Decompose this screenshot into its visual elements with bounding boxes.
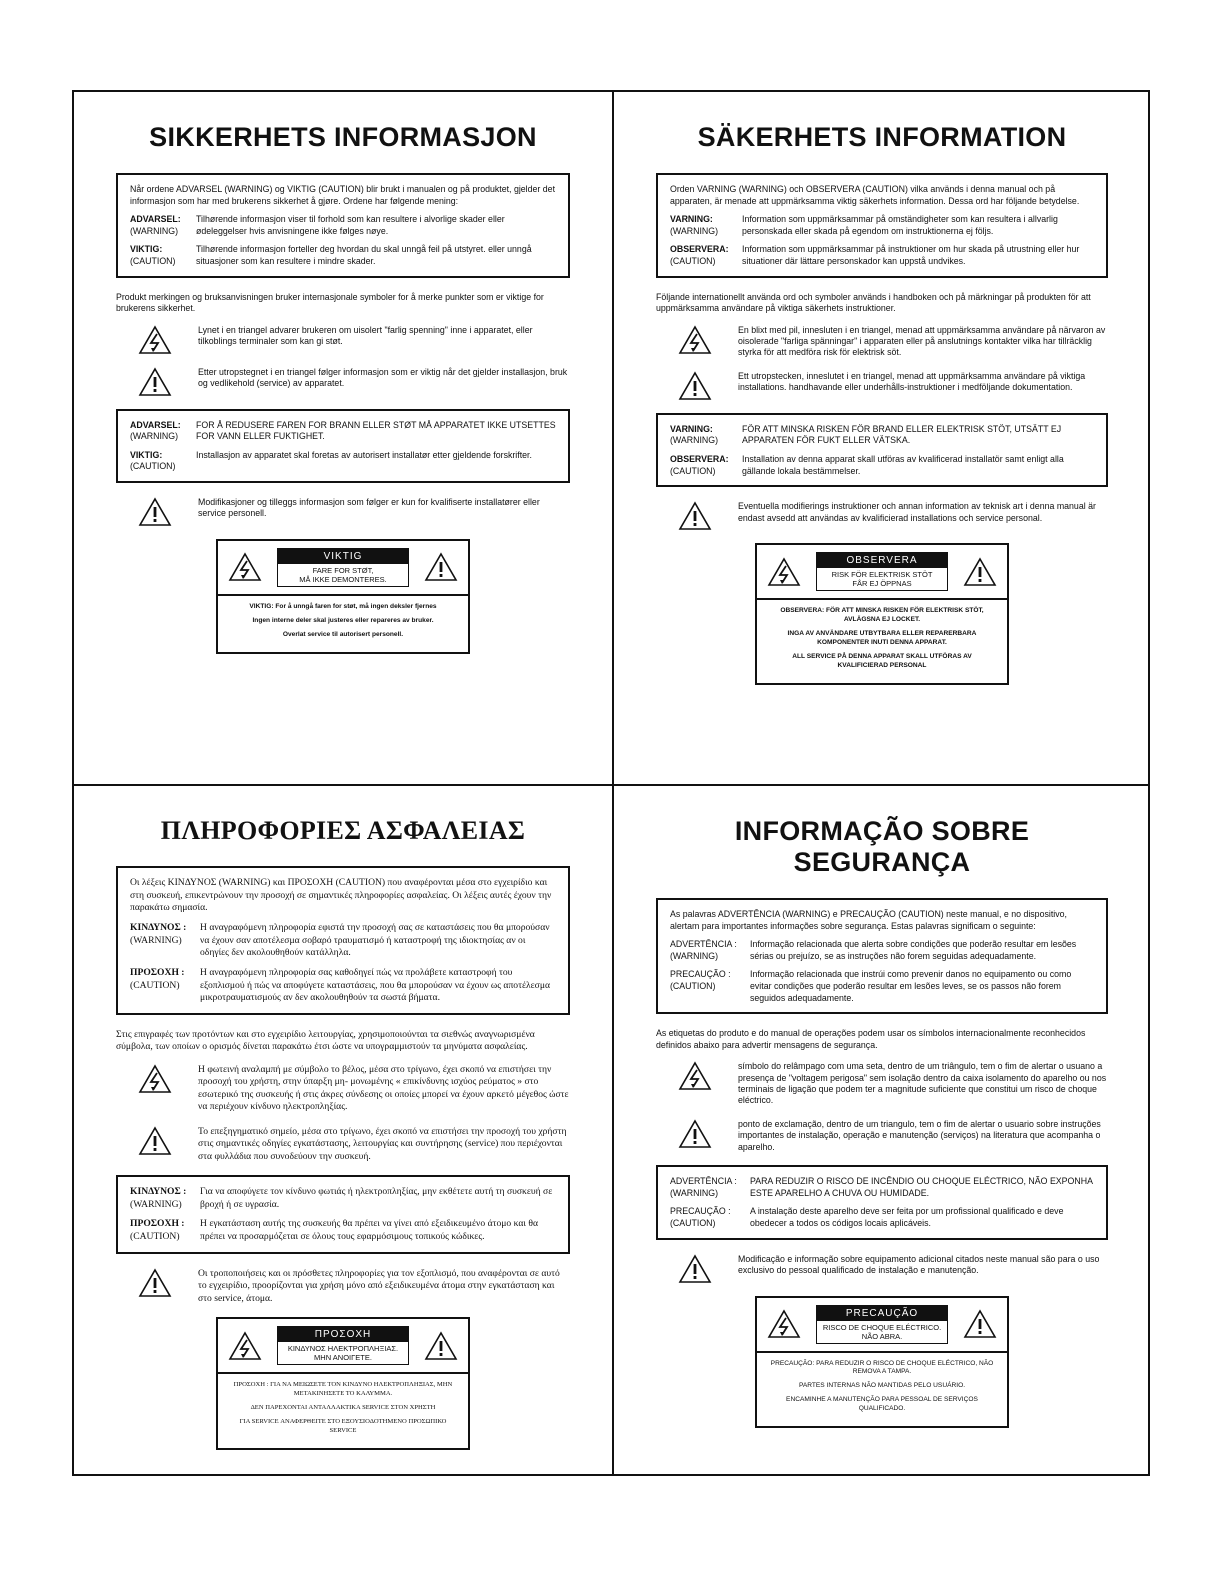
section-title: SIKKERHETS INFORMASJON: [149, 122, 537, 152]
symbol-exclamation-2: [678, 1254, 1108, 1284]
term-sub: (WARNING): [130, 1198, 182, 1210]
symbol-text: Ett utropstecken, inneslutet i en triangel, menad att uppmärksamma användare på viktiga installations. handhavande eller underhålls-instruktioner i medföljande dokumentation.: [738, 370, 1086, 393]
term-label: OBSERVERA:: [670, 453, 729, 464]
definition-text: Informação relacionada que instrúi como prevenir danos no equipamento ou como evitar condições que poderão resultar em lesões leves, se os passos não forem seguidos adequadamente.: [750, 969, 1072, 1003]
section-swedish: [614, 92, 1150, 784]
caution-text: A instalação deste aparelho deve ser feita por um profissional qualificado e deve obedecer a todos os códigos locais aplicáveis.: [750, 1206, 1064, 1228]
exclamation-triangle-icon: [963, 557, 997, 587]
definition-text: Informação relacionada que alerta sobre condições que poderão resultar em lesões sérias ou prejuízo, se as instruções não forem seguidas adequadamente.: [750, 939, 1077, 961]
symbol-text: Το επεξηγηματικό σημείο, μέσα στο τρίγωνο, έχει σκοπό να επιστήσει την προσοχή του χρήστη στις σημαντικές οδηγίες εγκατάστασης, λειτουργίας και συντήρησης (service) που περιέχονται στα φυλλάδια που συνοδεύουν την συσκευή.: [198, 1125, 567, 1162]
definition-warning: [130, 214, 556, 237]
term-sub: (CAUTION): [130, 256, 176, 267]
symbol-exclamation: [138, 367, 570, 397]
label-line-1: VIKTIG: For å unngå faren for støt, må ingen deksler fjernes: [249, 602, 437, 610]
label-line-1: PRECAUÇÃO: PARA REDUZIR O RISCO DE CHOQUE ELÉCTRICO, NÃO REMOVA A TAMPA.: [770, 1359, 994, 1376]
symbol-text: Lynet i en triangel advarer brukeren om uisolert "farlig spenning" inne i apparatet, eller tilkoblings terminaler som kan gi støt.: [198, 324, 533, 346]
term-sub: (CAUTION): [670, 981, 716, 992]
term-label: ΠΡΟΣΟΧΗ :: [130, 1218, 185, 1230]
label-heading: ΠΡΟΣΟΧΗ: [278, 1327, 408, 1342]
section-title: SÄKERHETS INFORMATION: [697, 122, 1067, 152]
term-sub: (WARNING): [130, 431, 179, 442]
lightning-triangle-icon: [678, 325, 712, 355]
definitions-box: [116, 866, 570, 1015]
term-label: ΚΙΝΔΥΝΟΣ :: [130, 921, 187, 933]
warning-text: Για να αποφύγετε τον κίνδυνο φωτιάς ή ηλεκτροπληξίας, μην εκθέτετε αυτή τη συσκευή σε βροχή ή σε υγρασία.: [200, 1186, 553, 1210]
term-sub: (WARNING): [670, 950, 719, 961]
term-sub: (CAUTION): [130, 1231, 180, 1243]
definition-text: Tilhørende informasjon viser til forhold som kan resultere i alvorlige skader eller ødeleggelser hvis anvisningene ikke følges nøye.: [196, 214, 505, 236]
label-heading: PRECAUÇÃO: [817, 1306, 947, 1321]
label-sub-2: FÅR EJ ÖPPNAS: [852, 579, 912, 589]
section-title: INFORMAÇÃO SOBRE SEGURANÇA: [734, 816, 1030, 877]
exclamation-triangle-icon: [138, 1268, 172, 1298]
exclamation-triangle-icon: [963, 1309, 997, 1339]
definitions-box: [656, 173, 1108, 278]
term-label: ΠΡΟΣΟΧΗ :: [130, 966, 185, 978]
term-label: ADVERTÊNCIA :: [670, 939, 737, 950]
label-sub-2: ΜΗΝ ΑΝΟΙΓΕΤΕ.: [314, 1353, 372, 1363]
label-line-3: ENCAMINHE A MANUTENÇÃO PARA PESSOAL DE SERVIÇOS QUALIFICADO.: [786, 1396, 978, 1413]
caution-label: [755, 543, 1009, 684]
term-sub: (CAUTION): [130, 979, 180, 991]
intro-text: As palavras ADVERTÊNCIA (WARNING) e PRECAUÇÃO (CAUTION) neste manual, e no dispositivo, alertam para importantes informações sobre segurança. Estas palavras significam o seguinte:: [670, 909, 1067, 931]
label-line-3: ALL SERVICE PÅ DENNA APPARAT SKALL UTFÖRAS AV KVALIFICIERAD PERSONAL: [792, 652, 972, 669]
section-norwegian: [74, 92, 612, 784]
warning-box: [656, 413, 1108, 487]
label-line-2: Ingen interne deler skal justeres eller repareres av bruker.: [252, 616, 434, 624]
symbol-text: Etter utropstegnet i en triangel følger informasjon som er viktig når det gjelder installasjon, bruk og vedlikehold (service) av apparatet.: [198, 366, 568, 388]
exclamation-triangle-icon: [424, 1331, 458, 1361]
symbol-text: Οι τροποποιήσεις και οι πρόσθετες πληροφορίες για τον εξοπλισμό, που αναφέρονται σε αυτό το εγχειρίδιο, προορίζονται για χρήση μόνο από εξειδικευμένα άτομα στην εγκατάσταση και στο service, άτομα.: [198, 1267, 560, 1304]
warning-box: [116, 1175, 570, 1254]
term-label: VARNING:: [670, 423, 713, 434]
label-line-2: PARTES INTERNAS NÃO MANTIDAS PELO USUÁRIO.: [798, 1382, 966, 1390]
label-sub-1: RISK FÖR ELEKTRISK STÖT: [831, 570, 933, 580]
symbols-intro: Följande internationellt använda ord och symboler används i handboken och på märkningar på produkten för att uppmärksamma användare på viktiga säkerhets instruktioner.: [656, 291, 1091, 314]
term-label: ADVERTÊNCIA :: [670, 1176, 737, 1187]
symbols-intro: Στις επιγραφές των προτόντων και στο εγχειρίδιο λειτουργίας, χρησιμοποιούνται τα σιεθνώς αναγνωρισμένα σύμβολα, των οποίων ο ορισμός δίνεται παρακάτω έτσι ώστε να υπογραμμιστούν τα μηνύματα ασφαλείας.: [116, 1028, 535, 1053]
definition-text: Information som uppmärksammar på omständigheter som kan resultera i allvarlig personskada eller skada på egendom om instruktionerna ej följs.: [742, 214, 1058, 236]
caution-text: Installasjon av apparatet skal foretas av autorisert installatør etter gjeldende forskrifter.: [196, 449, 532, 460]
term-label: VARNING:: [670, 214, 713, 225]
definitions-box: [656, 898, 1108, 1014]
definition-text: Η αναγραφόμενη πληροφορία εφιστά την προσοχή σας σε καταστάσεις που θα μπορούσαν να έχουν σαν αποτέλεσμα σοβαρό τραυματισμό ή καταστροφή της ιδιοκτησίας αν οι οδηγίες δεν ακολουθηθούν κατάλληλα.: [200, 921, 550, 959]
caution-text: Installation av denna apparat skall utföras av kvalificerad installatör samt enligt alla gällande lokala bestämmelser.: [742, 453, 1064, 476]
caution-text: Η εγκατάσταση αυτής της συσκευής θα πρέπει να γίνει από εξειδικευμένο άτομο και θα πρέπει να προσαρμόζεται σε όλους τους εφαρμόσιμους τοπικούς κώδικες.: [200, 1218, 538, 1243]
caution-label: [216, 539, 470, 654]
symbol-exclamation: [678, 371, 1108, 401]
exclamation-triangle-icon: [678, 501, 712, 531]
label-line-1: ΠΡΟΣΟΧΗ : ΓΙΑ ΝΑ ΜΕΙΩΣΕΤΕ ΤΟΝ ΚΙΝΔΥΝΟ ΗΛΕΚΤΡΟΠΛΗΞΙΑΣ, ΜΗΝ ΜΕΤΑΚΙΝΗΣΕΤΕ ΤΟ ΚΑΛΥΜΜΑ.: [233, 1381, 453, 1398]
symbol-text: ponto de exclamação, dentro de um triangulo, tem o fim de alertar o usuario sobre instruções importantes de instalação, operação e manutenção (serviços) na literatura que acompanha o aparelho.: [738, 1118, 1101, 1152]
symbol-text: Modificação e informação sobre equipamento adicional citados neste manual são para o uso exclusivo do pessoal qualificado de instalação e manutenção.: [738, 1253, 1100, 1275]
exclamation-triangle-icon: [138, 367, 172, 397]
exclamation-triangle-icon: [424, 552, 458, 582]
symbols-intro: As etiquetas do produto e do manual de operações podem usar os símbolos internacionalmente reconhecidos definidos abaixo para advertir mensagens de segurança.: [656, 1028, 1086, 1050]
term-label: ADVARSEL:: [130, 419, 181, 430]
symbol-lightning: [678, 325, 1108, 359]
definition-caution: [130, 244, 556, 267]
definition-text: Η αναγραφόμενη πληροφορία σας καθοδηγεί πώς να προλάβετε καταστροφή του εξοπλισμού ή πώς να αποφύγετε καταστάσεις, που θα μπορούσαν να έχουν ως αποτέλεσμα μικροτραυματισμούς αν δεν ακολουθηθούν τα σωστά βήματα.: [200, 966, 550, 1004]
label-line-3: ΓΙΑ SERVICE ΑΝΑΦΕΡΘΕΙΤΕ ΣΤΟ ΕΞΟΥΣΙΟΔΟΤΗΜΕΝΟ ΠΡΟΣΩΠΙΚΟ SERVICE: [239, 1417, 447, 1434]
caution-label: [216, 1317, 470, 1449]
label-sub-1: RISCO DE CHOQUE ELÉCTRICO.: [822, 1322, 942, 1332]
term-label: ΚΙΝΔΥΝΟΣ :: [130, 1186, 187, 1198]
label-line-1: OBSERVERA: FÖR ATT MINSKA RISKEN FÖR ELEKTRISK STÖT, AVLÄGSNA EJ LOCKET.: [780, 607, 984, 624]
lightning-triangle-icon: [228, 552, 262, 582]
symbol-exclamation: [678, 1119, 1108, 1153]
definition-text: Tilhørende informasjon forteller deg hvordan du skal unngå feil på utstyret. eller unngå situasjoner som kan resultere i mindre skader.: [196, 244, 532, 267]
label-line-3: Overlat service til autorisert personell.: [282, 630, 404, 638]
definitions-box: [116, 173, 570, 278]
symbol-exclamation-2: [138, 1268, 570, 1305]
section-greek: [74, 786, 612, 1476]
term-sub: (CAUTION): [670, 256, 716, 267]
exclamation-triangle-icon: [138, 497, 172, 527]
term-sub: (CAUTION): [670, 465, 716, 476]
term-label: OBSERVERA:: [670, 244, 729, 255]
lightning-triangle-icon: [767, 557, 801, 587]
intro-text: Når ordene ADVARSEL (WARNING) og VIKTIG (CAUTION) blir brukt i manualen og på produktet, gjelder det informasjon som har med brukerens sikkerhet å gjøre. Ordene har følgende mening:: [130, 184, 556, 206]
exclamation-triangle-icon: [678, 1119, 712, 1149]
label-heading: OBSERVERA: [817, 553, 947, 568]
label-sub-1: ΚΙΝΔΥΝΟΣ ΗΛΕΚΤΡΟΠΛΗΞΙΑΣ.: [287, 1344, 399, 1354]
label-line-2: ΔΕΝ ΠΑΡΕΧΟΝΤΑΙ ΑΝΤΑΛΛΑΚΤΙΚΑ SERVICE ΣΤΟΝ ΧΡΗΣΤΗ: [250, 1403, 436, 1411]
symbol-exclamation: [138, 1126, 570, 1163]
exclamation-triangle-icon: [138, 1126, 172, 1156]
term-sub: (WARNING): [670, 225, 719, 236]
symbol-text: Modifikasjoner og tilleggs informasjon som følger er kun for kvalifiserte installatører eller service personell.: [198, 496, 540, 519]
term-label: VIKTIG:: [130, 244, 163, 255]
intro-text: Οι λέξεις ΚΙΝΔΥΝΟΣ (WARNING) και ΠΡΟΣΟΧΗ (CAUTION) που αναφέρονται μέσα στο εγχειρίδιο και στη συσκευή, επικεντρώνουν την προσοχή σε σημαντικές πληροφορίες ασφαλείας. Οι λέξεις αυτές έχουν την παρακάτω σημασία.: [130, 877, 552, 914]
safety-sheet: [72, 90, 1150, 1476]
symbol-lightning: [138, 325, 570, 355]
term-label: ADVARSEL:: [130, 214, 181, 225]
term-sub: (CAUTION): [670, 1217, 716, 1228]
section-title: ΠΛΗΡΟΦΟΡΙΕΣ ΑΣΦΑΛΕΙΑΣ: [160, 816, 526, 845]
warning-box: [656, 1165, 1108, 1239]
symbol-text: símbolo do relâmpago com uma seta, dentro de um triângulo, tem o fim de alertar o usuano a presença de "voltagem perigosa" sem isolação dentro da caixa isolamento do aparelho ou nos terminais de ligação que podem ter a magnitude suficiente que constitui um risco de choque eléctrico.: [738, 1061, 1107, 1106]
lightning-triangle-icon: [678, 1061, 712, 1091]
lightning-triangle-icon: [138, 1064, 172, 1094]
label-line-2: INGA AV ANVÄNDARE UTBYTBARA ELLER REPARERBARA KOMPONENTER INUTI DENNA APPARAT.: [787, 629, 977, 646]
lightning-triangle-icon: [228, 1331, 262, 1361]
label-heading: VIKTIG: [278, 549, 408, 564]
term-sub: (WARNING): [670, 1187, 719, 1198]
term-sub: (WARNING): [130, 934, 182, 946]
label-sub-1: FARE FOR STØT,: [312, 565, 374, 575]
symbol-text: Eventuella modifierings instruktioner och annan information av teknisk art i denna manual är endast avsedd att användas av kvalificierad installations och service personal.: [738, 501, 1096, 523]
definition-text: Information som uppmärksammar på instruktioner om hur skada på utrustning eller hur situationer där lättare personskador kan uppstå undvikes.: [742, 244, 1080, 267]
caution-label: [755, 1296, 1009, 1428]
symbol-lightning: [678, 1061, 1108, 1107]
exclamation-triangle-icon: [678, 371, 712, 401]
term-label: PRECAUÇÃO :: [670, 1206, 731, 1217]
intro-text: Orden VARNING (WARNING) och OBSERVERA (CAUTION) vilka används i denna manual och på apparaten, är menade att uppmärksamma viktig säkerhets information. Dessa ord har följande betydelse.: [670, 184, 1080, 206]
symbol-exclamation-2: [678, 501, 1108, 531]
label-sub-2: MÅ IKKE DEMONTERES.: [299, 574, 387, 584]
warning-box: [116, 409, 570, 483]
symbol-lightning: [138, 1064, 570, 1114]
warning-text: PARA REDUZIR O RISCO DE INCÊNDIO OU CHOQUE ELÉCTRICO, NÃO EXPONHA ESTE APARELHO A CHUVA OU HUMIDADE.: [750, 1176, 1093, 1198]
term-sub: (WARNING): [670, 435, 719, 446]
warning-text: FÖR ATT MINSKA RISKEN FÖR BRAND ELLER ELEKTRISK STÖT, UTSÄTT EJ APPARATEN FÖR FUKT ELLER VÄTSKA.: [742, 423, 1062, 446]
term-label: VIKTIG:: [130, 449, 163, 460]
lightning-triangle-icon: [767, 1309, 801, 1339]
term-label: PRECAUÇÃO :: [670, 969, 731, 980]
section-portuguese: [614, 786, 1150, 1476]
term-sub: (CAUTION): [130, 461, 176, 472]
exclamation-triangle-icon: [678, 1254, 712, 1284]
symbols-intro: Produkt merkingen og bruksanvisningen bruker internasjonale symboler for å merke punkter som er viktige for brukerens sikkerhet.: [116, 291, 544, 314]
label-sub-2: NÃO ABRA.: [861, 1331, 903, 1341]
symbol-text: En blixt med pil, innesluten i en triangel, menad att uppmärksamma användare på närvaron av oisolerade "farliga spänningar" i apparaten eller på anslutnings kontakter vilka har tillräcklig styrka för att medföra risk för elektrisk söt.: [738, 324, 1106, 358]
symbol-exclamation-2: [138, 497, 570, 527]
lightning-triangle-icon: [138, 325, 172, 355]
symbol-text: Η φωτεινή αναλαμπή με σύμβολο το βέλος, μέσα στο τρίγωνο, έχει σκοπό να επιστήσει την προσοχή του χρήστη, στην ύπαρξη μη- μονωμένης « επικίνδυνης ισχύος ρεύματος » στο εσωτερικό της συσκευής ή στις άκρες σύνδεσης οι οποίες μπορεί να έχουν αρκετό μέγεθος ώστε να περιέχουν κίνδυνο ηλεκτροπληξίας.: [198, 1063, 569, 1113]
term-sub: (WARNING): [130, 225, 179, 236]
warning-text: FOR Å REDUSERE FAREN FOR BRANN ELLER STØT MÅ APPARATET IKKE UTSETTES FOR VANN ELLER FUKTIGHET.: [196, 419, 556, 442]
